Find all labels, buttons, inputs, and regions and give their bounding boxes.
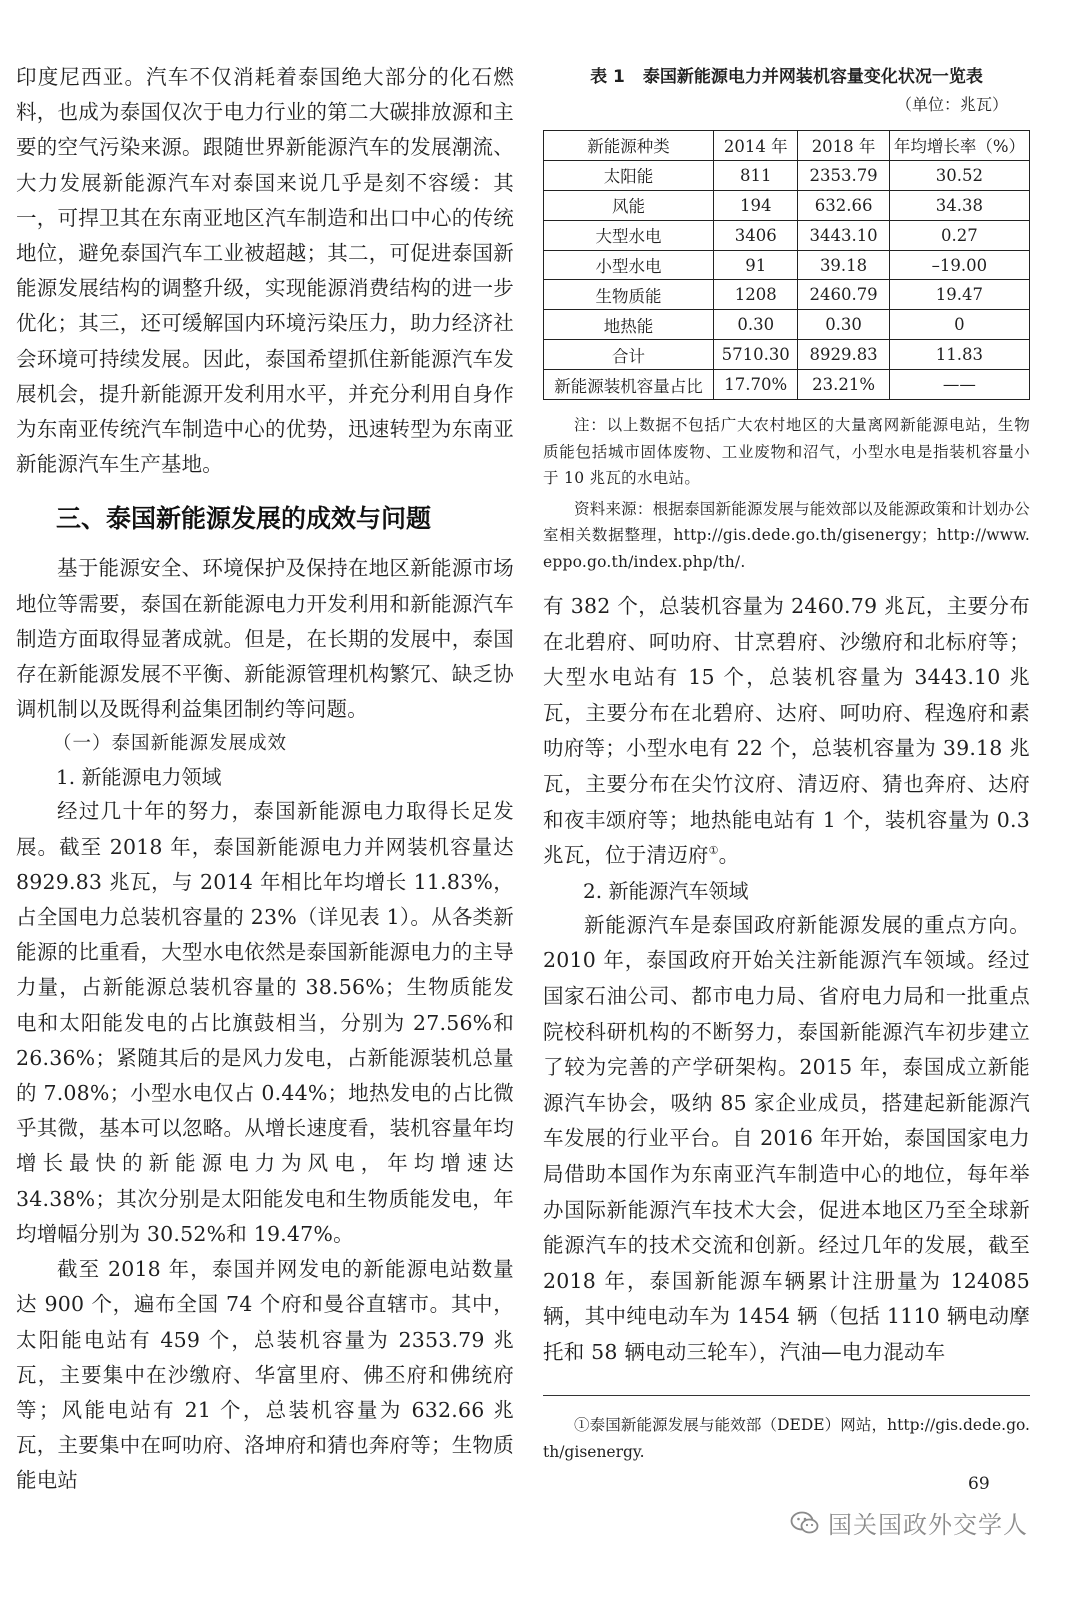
- table-cell: 8929.83: [798, 340, 889, 370]
- footnote-divider: [543, 1395, 1030, 1396]
- table-header-cell: 2014 年: [714, 131, 798, 161]
- data-table: [543, 130, 1030, 400]
- body-paragraph: 截至 2018 年，泰国并网发电的新能源电站数量达 900 个，遍布全国 74 个府和曼谷直辖市。其中，太阳能电站有 459 个，总装机容量为 2353.79 兆瓦，主要集中在沙缴府、华富里府、佛丕府和佛统府等；风能电站有 21 个，总装机容量为 632.66 兆瓦，主要集中在呵叻府、洛坤府和猜也奔府等；生物质能电站: [16, 1257, 514, 1493]
- body-paragraph: [543, 589, 1030, 874]
- table-row: [544, 310, 1030, 340]
- right-column: [543, 60, 1030, 1370]
- body-text: 有 382 个，总装机容量为 2460.79 兆瓦，主要分布在北碧府、呵叻府、甘烹碧府、沙缴府和北标府等；大型水电站有 15 个，总装机容量为 3443.10 兆瓦，主要分布在北碧府、达府、呵叻府、程逸府和素叻府等；小型水电有 22 个，总装机容量为 39.18 兆瓦，主要分布在尖竹汶府、清迈府、猜也奔府、达府和夜丰颂府等；地热能电站有 1 个，装机容量为 0.3 兆瓦，位于清迈府: [543, 594, 1030, 868]
- table-cell: 632.66: [798, 190, 889, 220]
- body-text: 。: [718, 843, 740, 868]
- section-heading: 三、泰国新能源发展的成效与问题: [56, 504, 432, 534]
- table-cell: 39.18: [798, 250, 889, 280]
- left-column: [16, 60, 514, 1499]
- table-note: 注：以上数据不包括广大农村地区的大量离网新能源电站，生物质能包括城市固体废物、工业废物和沼气，小型水电是指装机容量小于 10 兆瓦的水电站。: [543, 416, 1030, 488]
- wechat-icon: [790, 1510, 820, 1536]
- table-cell: 新能源装机容量占比: [544, 370, 714, 400]
- table-row: [544, 370, 1030, 400]
- table-cell: 小型水电: [544, 250, 714, 280]
- subsection-heading: （一）泰国新能源发展成效: [53, 733, 288, 755]
- table-cell: 2460.79: [798, 280, 889, 310]
- table-cell: 23.21%: [798, 370, 889, 400]
- table-cell: 大型水电: [544, 220, 714, 250]
- table-cell: 0.30: [714, 310, 798, 340]
- table-cell: 11.83: [889, 340, 1029, 370]
- table-cell: 5710.30: [714, 340, 798, 370]
- table-cell: 风能: [544, 190, 714, 220]
- table-number: 表 1: [590, 67, 625, 87]
- table-cell: 17.70%: [714, 370, 798, 400]
- table-cell: 0.30: [798, 310, 889, 340]
- table-header-cell: 年均增长率（%）: [889, 131, 1029, 161]
- table-cell: ——: [889, 370, 1029, 400]
- table-row: [544, 190, 1030, 220]
- table-header-cell: 新能源种类: [544, 131, 714, 161]
- footnote: ①泰国新能源发展与能效部（DEDE）网站，http://gis.dede.go.th/gisenergy.: [543, 1416, 1030, 1461]
- body-paragraph: 印度尼西亚。汽车不仅消耗着泰国绝大部分的化石燃料，也成为泰国仅次于电力行业的第二大碳排放源和主要的空气污染来源。跟随世界新能源汽车的发展潮流、大力发展新能源汽车对泰国来说几乎是刻不容缓：其一，可捍卫其在东南亚地区汽车制造和出口中心的传统地位，避免泰国汽车工业被超越；其二，可促进泰国新能源发展结构的调整升级，实现能源消费结构的进一步优化；其三，还可缓解国内环境污染压力，助力经济社会环境可持续发展。因此，泰国希望抓住新能源汽车发展机会，提升新能源开发利用水平，并充分利用自身作为东南亚传统汽车制造中心的优势，迅速转型为东南亚新能源汽车生产基地。: [16, 65, 514, 477]
- watermark-text: 国关国政外交学人: [828, 1511, 1028, 1539]
- table-row: [544, 250, 1030, 280]
- footnote-marker[interactable]: ①: [708, 844, 719, 858]
- body-paragraph: 经过几十年的努力，泰国新能源电力取得长足发展。截至 2018 年，泰国新能源电力并网装机容量达 8929.83 兆瓦，与 2014 年相比年均增长 11.83%，占全国电力总装机容量的 23%（详见表 1）。从各类新能源的比重看，大型水电依然是泰国新能源电力的主导力量，占新能源总装机容量的 38.56%；生物质能发电和太阳能发电的占比旗鼓相当，分别为 27.56%和 26.36%；紧随其后的是风力发电，占新能源装机总量的 7.08%；小型水电仅占 0.44%；地热发电的占比微乎其微，基本可以忽略。从增长速度看，装机容量年均增长最快的新能源电力为风电，年均增速达 34.38%；其次分别是太阳能发电和生物质能发电，年均增幅分别为 30.52%和 19.47%。: [16, 799, 514, 1246]
- table-header-cell: 2018 年: [798, 131, 889, 161]
- table-cell: 3443.10: [798, 220, 889, 250]
- table-cell: 2353.79: [798, 160, 889, 190]
- table-cell: 811: [714, 160, 798, 190]
- table-cell: 91: [714, 250, 798, 280]
- table-cell: 地热能: [544, 310, 714, 340]
- table-row: [544, 220, 1030, 250]
- subsection-heading: 2. 新能源汽车领域: [583, 878, 749, 903]
- table-cell: 合计: [544, 340, 714, 370]
- table-cell: 19.47: [889, 280, 1029, 310]
- table-row: [544, 340, 1030, 370]
- table-cell: 3406: [714, 220, 798, 250]
- right-body: [543, 589, 1030, 1370]
- watermark: [790, 1505, 1028, 1540]
- table-cell: 太阳能: [544, 160, 714, 190]
- table-cell: 1208: [714, 280, 798, 310]
- table-unit: （单位：兆瓦）: [895, 95, 1008, 114]
- table-row: [544, 280, 1030, 310]
- table-caption: [543, 62, 1030, 92]
- table-cell: 生物质能: [544, 280, 714, 310]
- table-cell: 0: [889, 310, 1029, 340]
- page-number: 69: [968, 1474, 990, 1494]
- table-cell: –19.00: [889, 250, 1029, 280]
- table-source: 资料来源：根据泰国新能源发展与能效部以及能源政策和计划办公室相关数据整理，http://gis.dede.go.th/gisenergy；http://www.eppo.go.th/index.php/th/.: [543, 499, 1030, 571]
- table-cell: 0.27: [889, 220, 1029, 250]
- table-header-row: [544, 131, 1030, 161]
- table-cell: 34.38: [889, 190, 1029, 220]
- body-paragraph: 基于能源安全、环境保护及保持在地区新能源市场地位等需要，泰国在新能源电力开发利用和新能源汽车制造方面取得显著成就。但是，在长期的发展中，泰国存在新能源发展不平衡、新能源管理机构繁冗、缺乏协调机制以及既得利益集团制约等问题。: [16, 556, 514, 722]
- table-cell: 30.52: [889, 160, 1029, 190]
- table-row: [544, 160, 1030, 190]
- table-title: 泰国新能源电力并网装机容量变化状况一览表: [642, 67, 983, 87]
- table-cell: 194: [714, 190, 798, 220]
- subsection-heading: 1. 新能源电力领域: [56, 765, 222, 790]
- body-paragraph: 新能源汽车是泰国政府新能源发展的重点方向。2010 年，泰国政府开始关注新能源汽车领域。经过国家石油公司、都市电力局、省府电力局和一批重点院校科研机构的不断努力，泰国新能源汽车初步建立了较为完善的产学研架构。2015 年，泰国成立新能源汽车协会，吸纳 85 家企业成员，搭建起新能源汽车发展的行业平台。自 2016 年开始，泰国国家电力局借助本国作为东南亚汽车制造中心的地位，每年举办国际新能源汽车技术大会，促进本地区乃至全球新能源汽车的技术交流和创新。经过几年的发展，截至 2018 年，泰国新能源车辆累计注册量为 124085 辆，其中纯电动车为 1454 辆（包括 1110 辆电动摩托和 58 辆电动三轮车），汽油—电力混动车: [543, 912, 1030, 1364]
